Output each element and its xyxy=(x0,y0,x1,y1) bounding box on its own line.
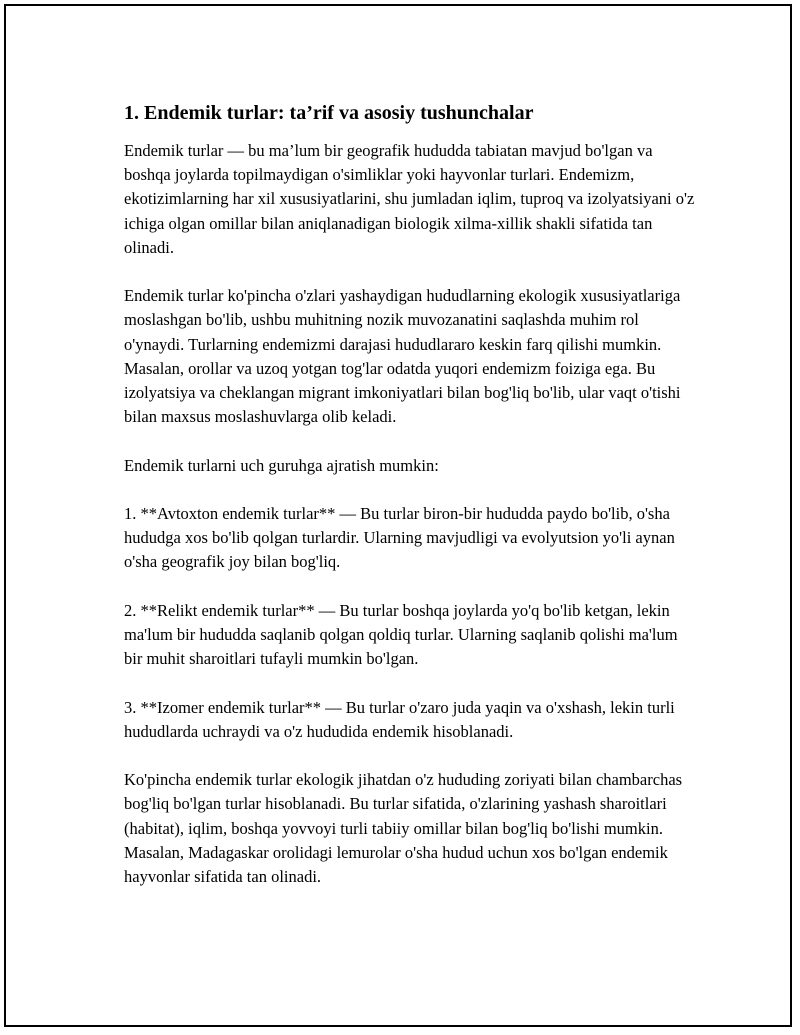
paragraph-definition: Endemik turlar — bu ma’lum bir geografik hududda tabiatan mavjud bo'lgan va boshqa joylarda topilmaydigan o'simliklar yoki hayvonlar turlari. Endemizm, ekotizimlarning har xil xususiyatlarini, shu jumladan iqlim, tuproq va izolyatsiyani o'z ichiga olgan omillar bilan aniqlanadigan biologik xilma-xillik shakli sifatida tan olinadi. xyxy=(124,141,695,257)
list-item-isomer: 3. **Izomer endemik turlar** — Bu turlar o'zaro juda yaqin va o'xshash, lekin turli hududlarda uchraydi va o'z hududida endemik hisoblanadi. xyxy=(124,697,675,741)
paragraph-conclusion: Ko'pincha endemik turlar ekologik jihatdan o'z hududing zoriyati bilan chambarchas bog'liq bo'lgan turlar hisoblanadi. Bu turlar sifatida, o'zlarining yashash sharoitlari (habitat), iqlim, boshqa yovvoyi turli tabiiy omillar bilan bog'liq bo'lishi mumkin. Masalan, Madagaskar orolidagi lemurolar o'sha hudud uchun xos bo'lgan endemik hayvonlar sifatida tan olinadi. xyxy=(124,770,683,886)
list-item-relict: 2. **Relikt endemik turlar** — Bu turlar boshqa joylarda yo'q bo'lib ketgan, lekin ma'lum bir hududda saqlanib qolgan qoldiq turlar. Ularning saqlanib qolishi ma'lum bir muhit sharoitlari tufayli mumkin bo'lgan. xyxy=(124,600,678,669)
page-frame xyxy=(4,4,792,1027)
paragraph-groups-intro: Endemik turlarni uch guruhga ajratish mumkin: xyxy=(124,455,439,475)
section-heading: 1. Endemik turlar: ta’rif va asosiy tushunchalar xyxy=(124,102,534,124)
paragraph-adaptation: Endemik turlar ko'pincha o'zlari yashaydigan hududlarning ekologik xususiyatlariga moslashgan bo'lib, ushbu muhitning nozik muvozanatini saqlashda muhim rol o'ynaydi. Turlarning endemizmi darajasi hududlararo keskin farq qilishi mumkin. Masalan, orollar va uzoq yotgan tog'lar odatda yuqori endemizm foiziga ega. Bu izolyatsiya va cheklangan migrant imkoniyatlari bilan bog'liq bo'lib, ular vaqt o'tishi bilan maxsus moslashuvlarga olib keladi. xyxy=(124,286,681,427)
list-item-autochthonous: 1. **Avtoxton endemik turlar** — Bu turlar biron-bir hududda paydo bo'lib, o'sha hududga xos bo'lib qolgan turlardir. Ularning mavjudligi va evolyutsion yo'li aynan o'sha geografik joy bilan bog'liq. xyxy=(124,504,675,572)
document-body xyxy=(124,101,699,889)
